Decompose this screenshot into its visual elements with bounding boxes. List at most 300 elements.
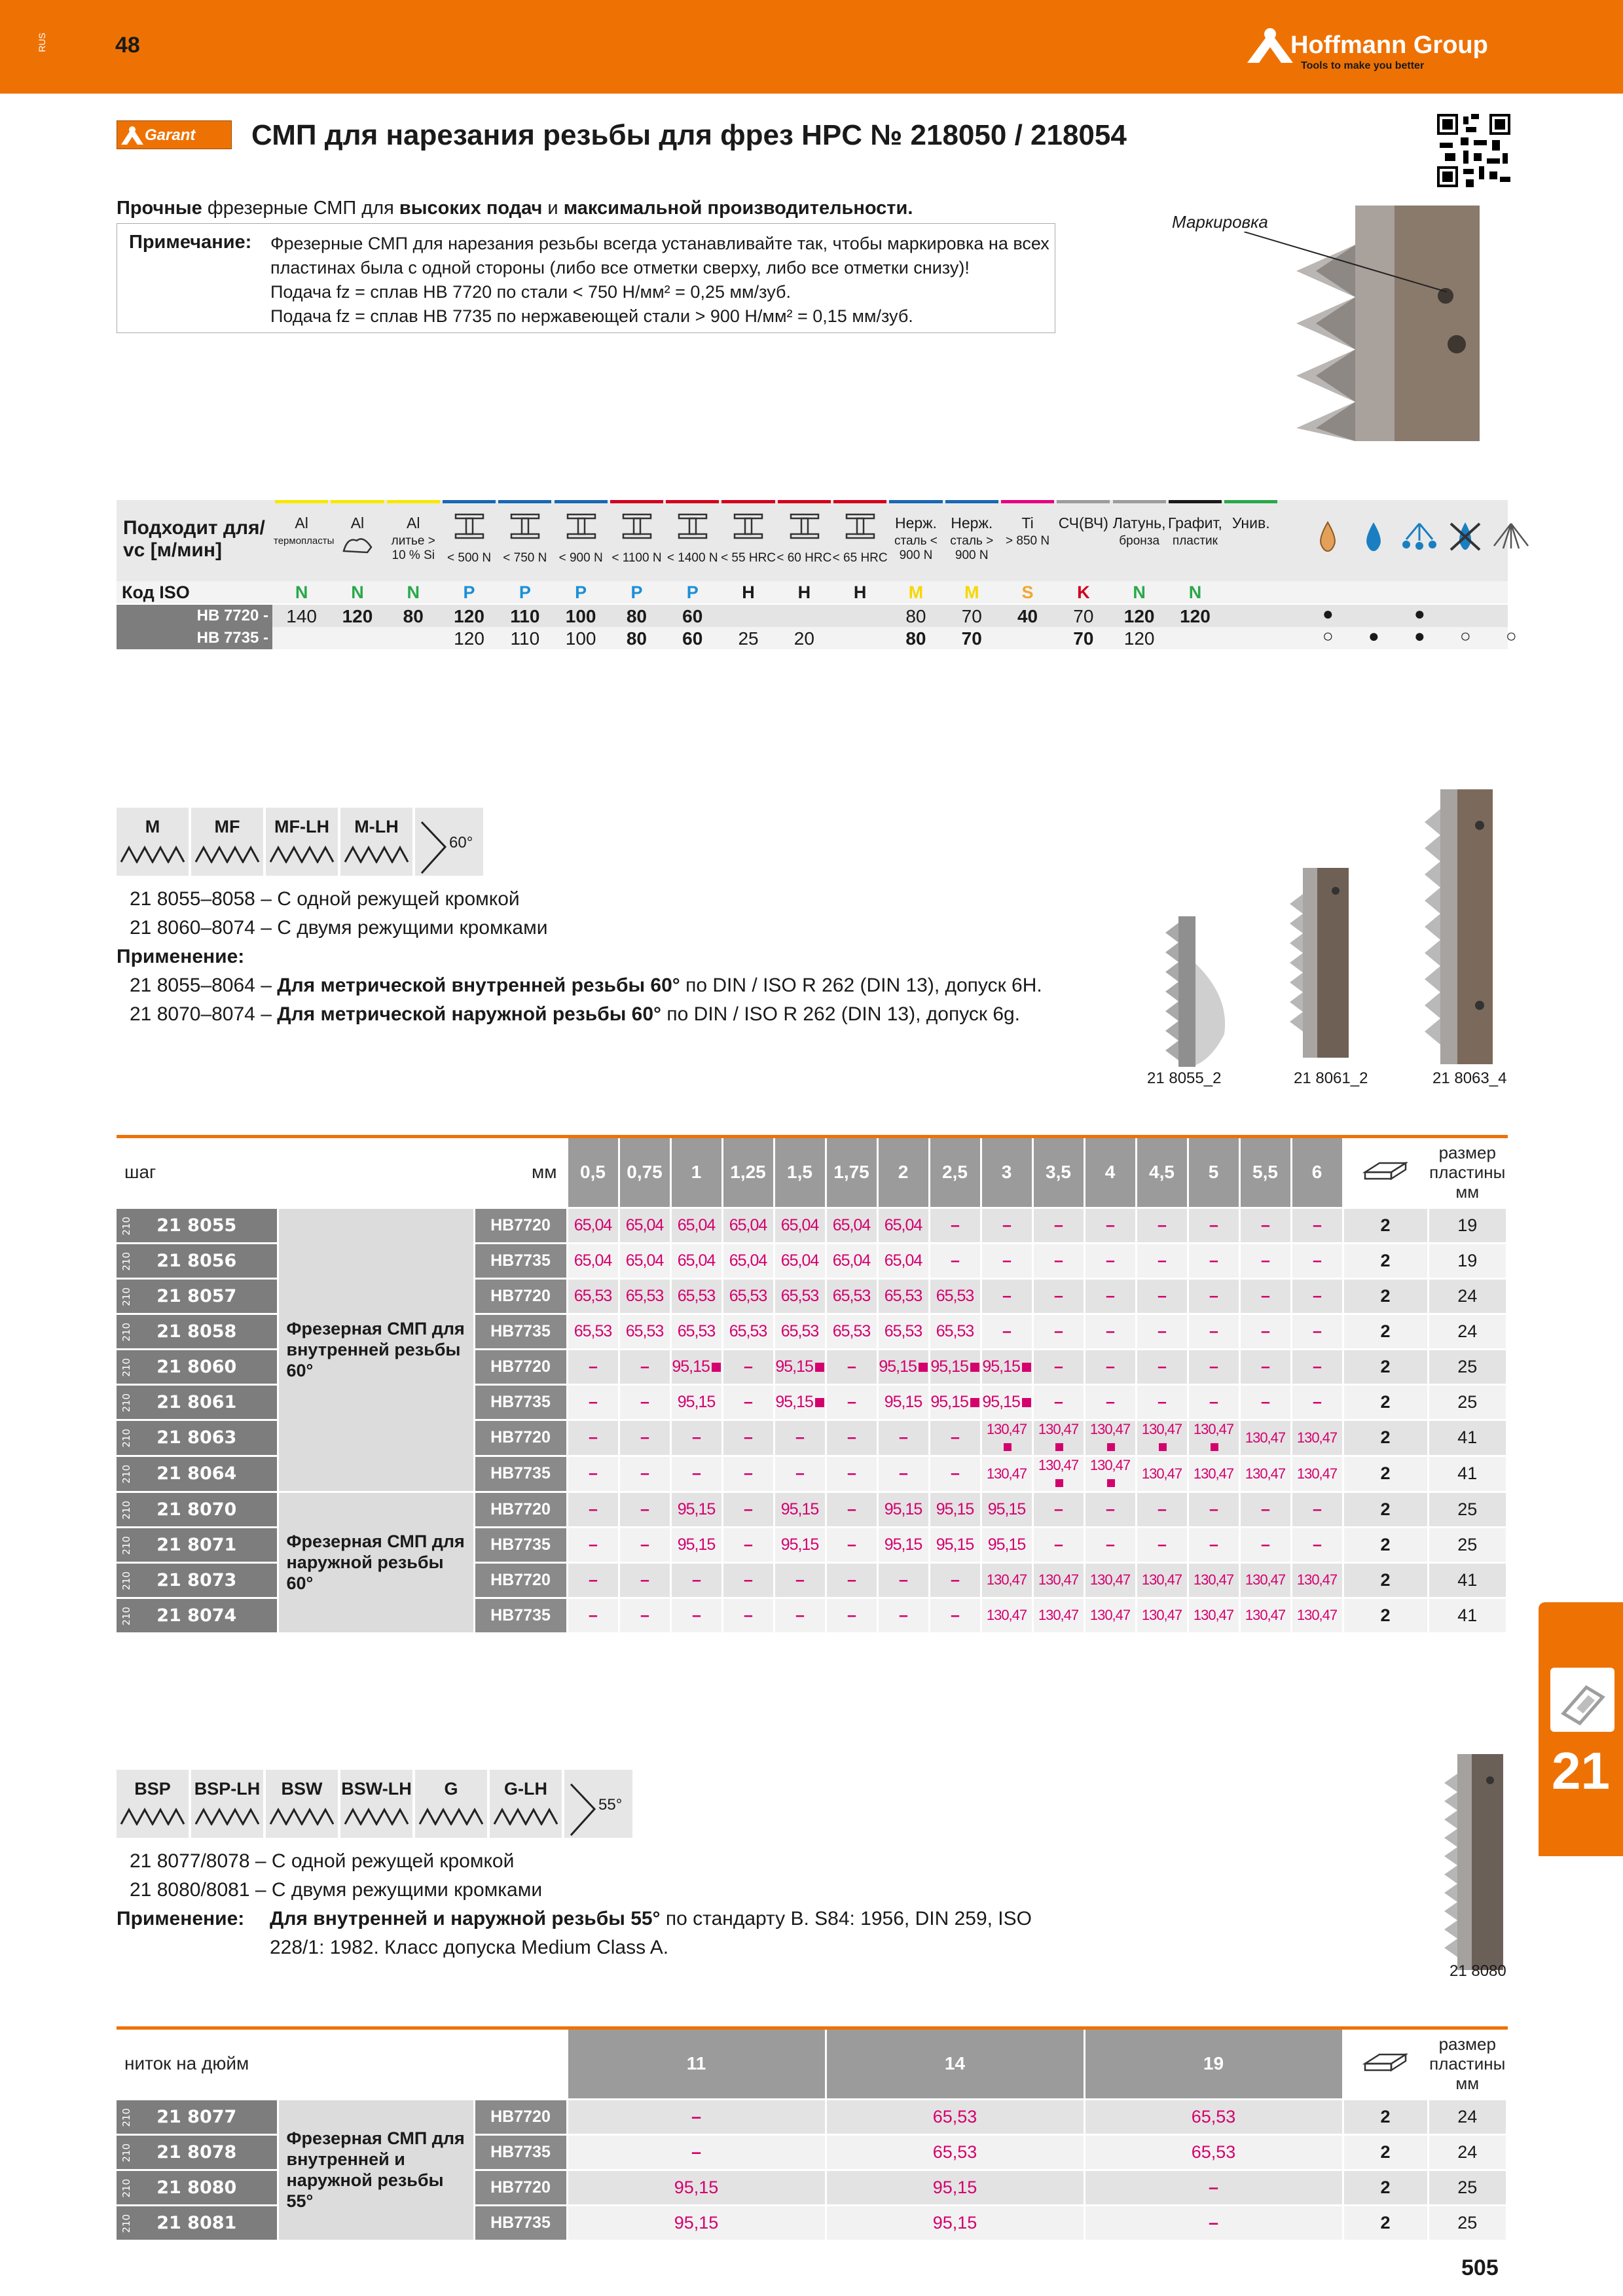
description-external <box>278 1492 474 1633</box>
thread-types-1 <box>117 808 486 876</box>
thread-type-chip <box>117 1770 189 1838</box>
price-cell <box>1032 1562 1084 1598</box>
price-cell <box>670 1384 722 1420</box>
article-number-text: 21 8064 <box>156 1463 237 1484</box>
price-value: – <box>691 2142 702 2162</box>
note-line-4: Подача fz = сплав HB 7735 по нержавеющей стали > 900 Н/мм² = 0,15 мм/зуб. <box>270 306 913 326</box>
intro-part-3: высоких подач <box>399 198 543 219</box>
insert-size: 24 <box>1428 2099 1507 2134</box>
insert-size: 24 <box>1428 1314 1507 1349</box>
price-value: – <box>1209 1286 1218 1305</box>
note-line-3: Подача fz = сплав HB 7720 по стали < 750 Н/мм² = 0,25 мм/зуб. <box>270 282 791 302</box>
price-value: 130,47 <box>1038 1420 1079 1437</box>
price-value: 130,47 <box>1245 1465 1286 1482</box>
price-value: – <box>847 1535 856 1554</box>
coolant-7735: ○ <box>1322 626 1334 646</box>
price-cell <box>1136 1598 1188 1633</box>
price-cell <box>1032 1384 1084 1420</box>
article-prefix: 210 <box>120 2143 132 2162</box>
price-cell <box>670 1492 722 1527</box>
price-value: 130,47 <box>1141 1571 1182 1588</box>
price-value: – <box>589 1570 597 1589</box>
price-value: – <box>951 1215 959 1234</box>
price-value: – <box>847 1392 856 1411</box>
side-label: RUS <box>37 33 47 52</box>
vc-7735: 80 <box>626 628 647 649</box>
price-cell <box>670 1598 722 1633</box>
table-row <box>117 1492 1507 1527</box>
price-value: 130,47 <box>1296 1607 1338 1623</box>
availability-square-icon <box>1022 1398 1031 1407</box>
price-cell <box>877 1562 929 1598</box>
price-value: 130,47 <box>986 1571 1027 1588</box>
article-number-text: 21 8057 <box>156 1285 237 1306</box>
coolant-7735: ○ <box>1505 626 1517 646</box>
insert-size: 41 <box>1428 1598 1507 1633</box>
price-value: 95,15 <box>780 1499 819 1518</box>
price-cell <box>826 2205 1084 2240</box>
chapter-number: 21 <box>1552 1742 1610 1800</box>
price-cell <box>722 1314 774 1349</box>
insert-pack-icon <box>1362 2051 1408 2073</box>
price-cell <box>722 1243 774 1278</box>
article-number[interactable] <box>117 2134 278 2170</box>
price-value: – <box>847 1570 856 1589</box>
material-color-bar <box>1001 500 1054 503</box>
price-value: 65,53 <box>832 1286 871 1305</box>
availability-square-icon <box>815 1398 824 1407</box>
price-cell <box>774 1598 826 1633</box>
coolant-7735: ● <box>1368 626 1379 646</box>
mm-label: мм <box>532 1162 557 1182</box>
article-prefix: 210 <box>120 1606 132 1626</box>
price-cell <box>774 1492 826 1527</box>
iso-code: P <box>519 583 531 602</box>
grade: HB7720 <box>474 1562 567 1598</box>
brand-logo <box>1247 26 1509 79</box>
sec2-app-lines <box>270 1905 1032 1962</box>
article-number[interactable] <box>117 2170 278 2205</box>
grade: HB7735 <box>474 2134 567 2170</box>
thread-profile-icon <box>344 844 409 863</box>
article-number-text: 21 8073 <box>156 1570 237 1590</box>
price-cell <box>670 1456 722 1492</box>
intro-part-5: максимальной производительности. <box>563 198 913 219</box>
price-cell <box>670 1243 722 1278</box>
vc-7720: 80 <box>626 606 647 626</box>
article-number[interactable] <box>117 1598 278 1633</box>
price-value: 65,53 <box>677 1286 716 1305</box>
price-cell <box>981 1314 1032 1349</box>
price-cell <box>1291 1562 1343 1598</box>
price-value: – <box>1158 1357 1166 1376</box>
article-number-text: 21 8063 <box>156 1427 237 1448</box>
article-number[interactable] <box>117 1349 278 1384</box>
material-color-bar <box>778 500 831 503</box>
article-number-text: 21 8077 <box>156 2106 237 2127</box>
note-box <box>117 223 1055 333</box>
price-cell <box>981 1278 1032 1314</box>
price-cell <box>722 1384 774 1420</box>
r1-row-label: HB 7720 - <box>117 605 272 627</box>
vc-7720: 70 <box>1073 606 1094 626</box>
sec1-l2b: С двумя режущими кромками <box>277 917 548 939</box>
price-cell <box>1084 1420 1136 1456</box>
brand-tagline: Tools to make you better <box>1301 60 1425 71</box>
price-cell <box>1136 1384 1188 1420</box>
price-cell <box>567 1420 619 1456</box>
article-number[interactable] <box>117 1456 278 1492</box>
price-value: – <box>1261 1215 1269 1234</box>
price-cell <box>1136 1492 1188 1527</box>
thread-profile-icon <box>344 1806 409 1825</box>
page-number-top: 48 <box>115 33 140 58</box>
insert-size: 25 <box>1428 1384 1507 1420</box>
price-value: 65,53 <box>574 1321 612 1340</box>
price-value: 95,15 <box>982 1357 1020 1376</box>
grade: HB7735 <box>474 1598 567 1633</box>
price-value: – <box>1158 1499 1166 1518</box>
price-cell <box>722 1562 774 1598</box>
marking-pointer <box>1244 232 1453 297</box>
price-value: – <box>1106 1392 1114 1411</box>
price-cell <box>722 1598 774 1633</box>
material-subtitle: < 500 N <box>447 551 492 565</box>
insert-count: 2 <box>1343 1420 1428 1456</box>
material-title: Al <box>350 514 365 531</box>
price-value: – <box>640 1392 649 1411</box>
price-cell <box>722 1420 774 1456</box>
price-cell <box>1136 1243 1188 1278</box>
price-value: – <box>1054 1499 1063 1518</box>
article-number[interactable] <box>117 1314 278 1349</box>
price-cell <box>1291 1527 1343 1562</box>
price-value: 65,04 <box>625 1215 664 1234</box>
price-cell <box>877 1527 929 1562</box>
price-cell <box>619 1456 670 1492</box>
price-value: – <box>899 1428 907 1446</box>
price-cell <box>619 1420 670 1456</box>
price-value: 65,04 <box>832 1251 871 1270</box>
garant-badge-label: Garant <box>145 126 196 144</box>
price-value: – <box>795 1605 804 1624</box>
vc-7720: 40 <box>1017 606 1038 626</box>
price-cell <box>981 1349 1032 1384</box>
material-subtitle: < 1100 N <box>611 551 662 565</box>
insert-size: 25 <box>1428 2170 1507 2205</box>
pitch-header: 6 <box>1291 1138 1343 1208</box>
price-cell <box>1291 1598 1343 1633</box>
price-cell <box>929 1456 981 1492</box>
table-row <box>117 1208 1507 1243</box>
grade: HB7735 <box>474 1527 567 1562</box>
sec1-l4c: по DIN / ISO R 262 (DIN 13), допуск 6g. <box>661 1003 1021 1025</box>
price-cell <box>774 1314 826 1349</box>
price-value: – <box>1261 1499 1269 1518</box>
price-value: 130,47 <box>1141 1420 1182 1437</box>
pitch-header: 1,5 <box>774 1138 826 1208</box>
sec2-l4: 228/1: 1982. Класс допуска Medium Class A. <box>270 1937 669 1958</box>
price-cell <box>1084 1384 1136 1420</box>
price-value: – <box>1106 1535 1114 1554</box>
price-value: 95,15 <box>775 1357 813 1376</box>
price-cell <box>981 1598 1032 1633</box>
thread-type-label: M <box>145 817 160 836</box>
insert-count: 2 <box>1343 1278 1428 1314</box>
price-value: – <box>951 1570 959 1589</box>
price-cell <box>1032 1598 1084 1633</box>
price-value: – <box>744 1605 752 1624</box>
iso-code: S <box>1021 583 1034 602</box>
insert-caption-4: 21 8080 <box>1450 1962 1506 1980</box>
article-number-text: 21 8061 <box>156 1391 237 1412</box>
insert-size: 24 <box>1428 1278 1507 1314</box>
coolant-7720: ● <box>1322 603 1334 624</box>
price-cell <box>929 1243 981 1278</box>
price-cell <box>567 2205 826 2240</box>
insert-size: 25 <box>1428 1349 1507 1384</box>
insert-caption-3: 21 8063_4 <box>1432 1069 1507 1087</box>
article-number[interactable] <box>117 1562 278 1598</box>
insert-count: 2 <box>1343 2134 1428 2170</box>
price-value: – <box>691 2106 702 2126</box>
price-value: – <box>692 1464 701 1482</box>
price-cell <box>826 1208 877 1243</box>
price-cell <box>1188 1598 1239 1633</box>
vc-7720: 120 <box>342 606 373 626</box>
price-value: 65,53 <box>932 2106 977 2126</box>
article-prefix: 210 <box>120 1464 132 1484</box>
price-cell <box>619 1384 670 1420</box>
tpi-header: 14 <box>826 2030 1084 2099</box>
price-cell <box>1239 1384 1291 1420</box>
price-cell <box>1239 1456 1291 1492</box>
article-number[interactable] <box>117 1243 278 1278</box>
price-value: 65,53 <box>1191 2142 1236 2162</box>
grade: HB7720 <box>474 2099 567 2134</box>
price-cell <box>774 1208 826 1243</box>
availability-square-icon <box>1055 1443 1063 1451</box>
table1 <box>117 1138 1508 1634</box>
price-cell <box>877 1420 929 1456</box>
steel-beam-icon <box>566 513 596 539</box>
insert-count: 2 <box>1343 2099 1428 2134</box>
price-value: – <box>899 1464 907 1482</box>
garant-logo-icon <box>121 125 143 145</box>
price-value: – <box>1313 1321 1321 1340</box>
price-cell <box>1032 1243 1084 1278</box>
pitch-header: 2 <box>877 1138 929 1208</box>
price-cell <box>1084 2170 1343 2205</box>
price-cell <box>981 1420 1032 1456</box>
chapter-icon <box>1550 1668 1614 1732</box>
price-value: 95,15 <box>677 1392 716 1411</box>
price-cell <box>1136 1278 1188 1314</box>
price-value: 65,53 <box>574 1286 612 1305</box>
thread-types-2 <box>117 1770 635 1838</box>
price-cell <box>1084 1314 1136 1349</box>
price-cell <box>826 1562 877 1598</box>
price-value: – <box>1209 1499 1218 1518</box>
coolant-drop-icon <box>1351 520 1396 559</box>
chapter-tab[interactable] <box>1539 1602 1623 1856</box>
article-number[interactable] <box>117 2099 278 2134</box>
price-value: – <box>640 1357 649 1376</box>
price-cell <box>567 1598 619 1633</box>
steel-beam-icon <box>790 513 820 539</box>
iso-code: H <box>742 583 755 602</box>
price-value: – <box>589 1535 597 1554</box>
price-value: – <box>589 1428 597 1446</box>
price-cell <box>722 1349 774 1384</box>
article-prefix: 210 <box>120 2178 132 2198</box>
vc-7735: 20 <box>793 628 814 649</box>
pitch-header: 1,75 <box>826 1138 877 1208</box>
article-number-text: 21 8081 <box>156 2212 237 2233</box>
article-number[interactable] <box>117 1384 278 1420</box>
material-subtitle: > 850 N <box>1006 534 1050 548</box>
price-value: – <box>1054 1215 1063 1234</box>
price-value: – <box>1054 1251 1063 1270</box>
price-value: 65,53 <box>780 1286 819 1305</box>
sec2-l2b: С двумя режущими кромками <box>271 1879 543 1901</box>
material-subtitle: литье > 10 % Si <box>391 534 435 562</box>
price-value: – <box>951 1251 959 1270</box>
price-value: – <box>1261 1357 1269 1376</box>
price-cell <box>826 1243 877 1278</box>
price-value: 65,04 <box>729 1251 767 1270</box>
tpi-label: ниток на дюйм <box>124 2053 249 2074</box>
price-cell <box>826 2170 1084 2205</box>
price-cell <box>826 2134 1084 2170</box>
price-cell <box>1188 1420 1239 1456</box>
price-cell <box>1188 1349 1239 1384</box>
sec2-l1a: 21 8077/8078 – <box>130 1850 266 1872</box>
thread-type-chip <box>266 1770 338 1838</box>
article-number[interactable] <box>117 1492 278 1527</box>
step-label: шаг <box>124 1162 156 1182</box>
price-value: 130,47 <box>1245 1571 1286 1588</box>
grade: HB7720 <box>474 2170 567 2205</box>
article-prefix: 210 <box>120 1251 132 1271</box>
price-value: – <box>1313 1499 1321 1518</box>
price-cell <box>567 1384 619 1420</box>
qr-code-icon[interactable] <box>1437 114 1510 187</box>
price-cell <box>1084 1527 1136 1562</box>
material-title: Al <box>407 514 420 531</box>
price-value: 95,15 <box>677 1499 716 1518</box>
price-value: 95,15 <box>672 1357 710 1376</box>
price-cell <box>877 1208 929 1243</box>
price-value: – <box>1209 1215 1218 1234</box>
price-value: – <box>1261 1535 1269 1554</box>
price-value: – <box>1261 1286 1269 1305</box>
iso-code: N <box>351 583 364 602</box>
vc-7735: 110 <box>510 628 540 649</box>
price-cell <box>929 1208 981 1243</box>
insert-image-3 <box>1414 789 1506 1064</box>
price-cell <box>1136 1208 1188 1243</box>
sec2-l1b: С одной режущей кромкой <box>271 1850 515 1872</box>
material-subtitle: бронза <box>1119 534 1160 548</box>
article-prefix: 210 <box>120 1428 132 1448</box>
price-cell <box>877 1598 929 1633</box>
article-number[interactable] <box>117 1527 278 1562</box>
price-value: – <box>847 1428 856 1446</box>
price-value: 130,47 <box>1193 1465 1234 1482</box>
price-cell <box>981 1562 1032 1598</box>
intro-part-2: фрезерные СМП для <box>202 198 399 219</box>
material-color-bar <box>721 500 775 503</box>
price-value: – <box>1106 1215 1114 1234</box>
price-cell <box>1032 1527 1084 1562</box>
insert-count: 2 <box>1343 1456 1428 1492</box>
price-cell <box>670 1562 722 1598</box>
price-cell <box>567 1314 619 1349</box>
availability-square-icon <box>1211 1443 1218 1451</box>
price-cell <box>981 1527 1032 1562</box>
price-cell <box>619 1492 670 1527</box>
price-cell <box>981 1456 1032 1492</box>
price-value: – <box>589 1392 597 1411</box>
price-value: – <box>1313 1251 1321 1270</box>
air-blast-icon <box>1488 520 1534 559</box>
price-cell <box>1084 2134 1343 2170</box>
pitch-header: 5,5 <box>1239 1138 1291 1208</box>
article-number[interactable] <box>117 2205 278 2240</box>
price-value: – <box>1054 1357 1063 1376</box>
grade: HB7720 <box>474 1278 567 1314</box>
price-value: – <box>1054 1321 1063 1340</box>
price-value: 130,47 <box>1296 1571 1338 1588</box>
steel-beam-icon <box>454 513 484 539</box>
price-cell <box>774 1562 826 1598</box>
price-cell <box>1084 1243 1136 1278</box>
header-bar <box>0 0 1623 94</box>
material-subtitle: < 900 N <box>558 551 603 565</box>
article-number[interactable] <box>117 1420 278 1456</box>
insert-count: 2 <box>1343 1314 1428 1349</box>
price-cell <box>1084 1278 1136 1314</box>
article-number[interactable] <box>117 1208 278 1243</box>
price-value: – <box>847 1605 856 1624</box>
price-cell <box>1291 1349 1343 1384</box>
price-cell <box>1239 1243 1291 1278</box>
article-number[interactable] <box>117 1278 278 1314</box>
price-value: 130,47 <box>986 1465 1027 1482</box>
price-cell <box>619 1349 670 1384</box>
price-cell <box>1136 1349 1188 1384</box>
price-cell <box>1188 1562 1239 1598</box>
price-value: – <box>1313 1535 1321 1554</box>
insert-count: 2 <box>1343 1598 1428 1633</box>
table-row <box>117 2099 1507 2134</box>
price-cell <box>1032 1492 1084 1527</box>
availability-square-icon <box>1107 1479 1115 1487</box>
price-value: – <box>1106 1321 1114 1340</box>
price-cell <box>1032 1420 1084 1456</box>
vc-7735: 70 <box>961 628 982 649</box>
pitch-header: 5 <box>1188 1138 1239 1208</box>
pitch-header: 3,5 <box>1032 1138 1084 1208</box>
thread-type-label: BSP <box>134 1779 171 1799</box>
price-cell <box>722 1527 774 1562</box>
table2-header-left <box>117 2030 567 2099</box>
price-value: 130,47 <box>986 1607 1027 1623</box>
price-cell <box>826 1384 877 1420</box>
price-cell <box>774 1527 826 1562</box>
price-value: 130,47 <box>1193 1571 1234 1588</box>
